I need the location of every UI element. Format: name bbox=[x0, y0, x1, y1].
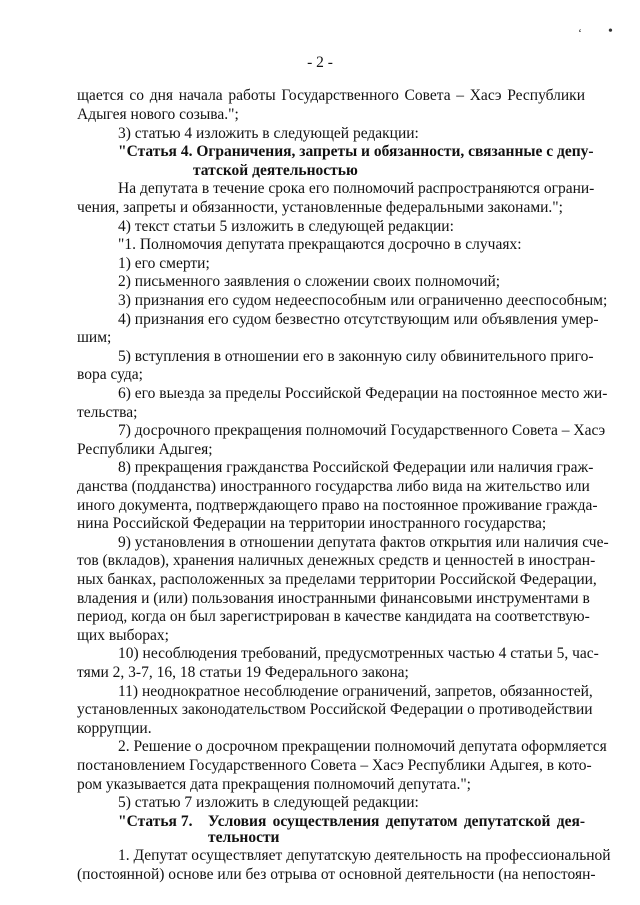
article-7-heading: Условия осуществления депутатом депутатской дея- bbox=[208, 812, 585, 830]
text-line: 3) статью 4 изложить в следующей редакции: bbox=[118, 124, 419, 142]
text-line: постановлением Государственного Совета – Хасэ Республики Адыгея, в кото- bbox=[77, 757, 592, 775]
list-item-cont: установленных законодательством Российской Федерации о противодействии bbox=[77, 701, 593, 719]
article-4-heading: "Статья 4. Ограничения, запреты и обязанности, связанные с депу- bbox=[118, 143, 594, 161]
list-item-cont: щих выборах; bbox=[77, 626, 169, 644]
scan-mark: • bbox=[608, 24, 613, 39]
list-item: 7) досрочного прекращения полномочий Государственного Совета – Хасэ bbox=[118, 422, 606, 440]
list-item-cont: тями 2, 3-7, 16, 18 статьи 19 Федерального закона; bbox=[77, 664, 409, 682]
text-line: На депутата в течение срока его полномочий распространяются ограни- bbox=[118, 180, 595, 198]
text-line: ром указывается дата прекращения полномочий депутата."; bbox=[77, 775, 471, 793]
list-item-cont: нина Российской Федерации на территории иностранного государства; bbox=[77, 515, 547, 533]
list-item-cont: шим; bbox=[77, 329, 112, 347]
text-line: 5) статью 7 изложить в следующей редакции: bbox=[118, 794, 419, 812]
scan-mark-small: ‘ bbox=[578, 26, 582, 40]
article-7-heading-cont: тельности bbox=[208, 828, 280, 846]
text-line: щается со дня начала работы Государственного Совета – Хасэ Республики bbox=[77, 87, 585, 105]
list-item: 1) его смерти; bbox=[118, 254, 210, 272]
list-item: 9) установления в отношении депутата фактов открытия или наличия сче- bbox=[118, 533, 609, 551]
list-item-cont: вора суда; bbox=[77, 366, 143, 384]
text-line: 1. Депутат осуществляет депутатскую деятельность на профессиональной bbox=[118, 847, 611, 865]
list-item: 4) признания его судом безвестно отсутствующим или объявления умер- bbox=[118, 310, 599, 328]
list-item: 11) неоднократное несоблюдение ограничений, запретов, обязанностей, bbox=[118, 682, 593, 700]
list-item: 6) его выезда за пределы Российской Федерации на постоянное место жи- bbox=[118, 385, 608, 403]
list-item-cont: период, когда он был зарегистрирован в качестве кандидата на соответствую- bbox=[77, 608, 590, 626]
text-line: 2. Решение о досрочном прекращении полномочий депутата оформляется bbox=[118, 738, 607, 756]
text-line: "1. Полномочия депутата прекращаются досрочно в случаях: bbox=[118, 236, 522, 254]
text-line: 4) текст статьи 5 изложить в следующей редакции: bbox=[118, 217, 454, 235]
text-line: (постоянной) основе или без отрыва от основной деятельности (на непостоян- bbox=[77, 865, 596, 883]
list-item: 5) вступления в отношении его в законную силу обвинительного приго- bbox=[118, 347, 594, 365]
article-4-heading-cont: татской деятельностью bbox=[193, 161, 358, 179]
list-item-cont: коррупции. bbox=[77, 719, 152, 737]
list-item-cont: тов (вкладов), хранения наличных денежных средств и ценностей в иностран- bbox=[77, 552, 596, 570]
page-number: - 2 - bbox=[307, 54, 333, 71]
text-line: Адыгея нового созыва."; bbox=[77, 106, 239, 124]
list-item-cont: владения и (или) пользования иностранными финансовыми инструментами в bbox=[77, 589, 590, 607]
list-item-cont: ных банках, расположенных за пределами территории Российской Федерации, bbox=[77, 571, 597, 589]
list-item-cont: иного документа, подтверждающего право на постоянное проживание гражда- bbox=[77, 496, 598, 514]
list-item-cont: данства (подданства) иностранного государства либо вида на жительство или bbox=[77, 478, 590, 496]
article-7-label: "Статья 7. bbox=[118, 812, 193, 830]
list-item: 10) несоблюдения требований, предусмотренных частью 4 статьи 5, час- bbox=[118, 645, 599, 663]
text-line: чения, запреты и обязанности, установленные федеральными законами."; bbox=[77, 199, 563, 217]
list-item-cont: Республики Адыгея; bbox=[77, 440, 213, 458]
list-item: 2) письменного заявления о сложении своих полномочий; bbox=[118, 273, 501, 291]
list-item: 8) прекращения гражданства Российской Федерации или наличия граж- bbox=[118, 459, 594, 477]
list-item: 3) признания его судом недееспособным или ограниченно дееспособным; bbox=[118, 292, 608, 310]
list-item-cont: тельства; bbox=[77, 403, 138, 421]
